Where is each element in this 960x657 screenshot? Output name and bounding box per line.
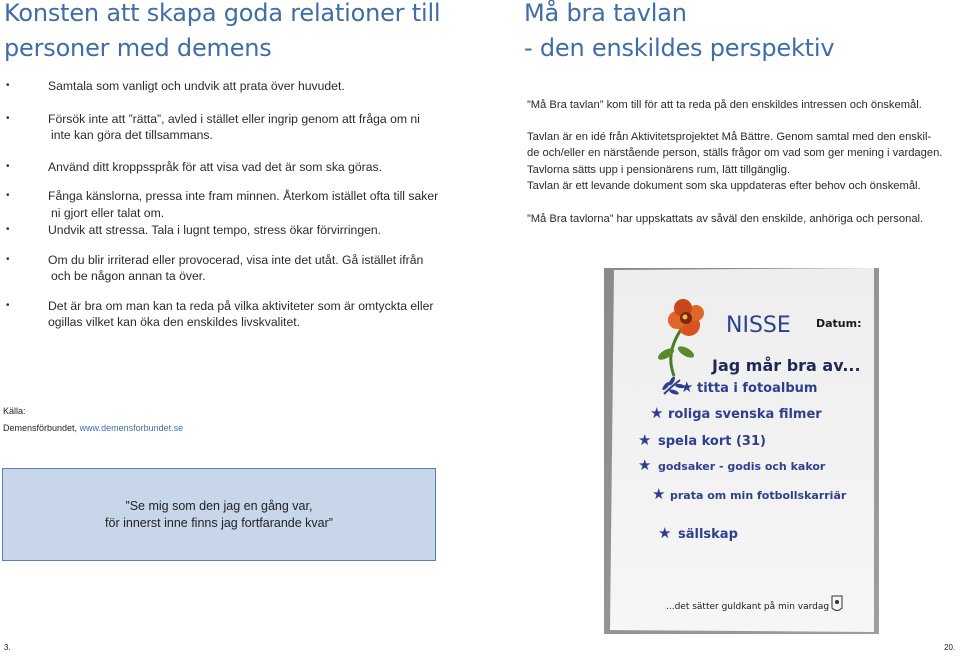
left-page-title — [4, 0, 440, 66]
star-icon: ★ — [638, 456, 652, 474]
star-icon: ★ — [658, 524, 672, 542]
star-icon: ★ — [652, 485, 666, 503]
appreciation-paragraph: ”Må Bra tavlorna” har uppskattats av såväl den enskilde, anhöriga och personal. — [527, 213, 924, 225]
board-footer: ...det sätter guldkant på min vardag — [666, 602, 830, 612]
star-icon: ★ — [650, 404, 664, 422]
board-date-label: Datum: — [816, 317, 862, 330]
right-page-title — [524, 0, 834, 66]
star-icon: ★ — [638, 431, 652, 449]
board-item: tittа i fotoalbum — [697, 381, 818, 396]
left-title-line-1: Konsten att skapa goda relationer till — [4, 0, 441, 27]
right-title-line-1: Må bra tavlan — [524, 0, 687, 27]
advice-item: • Det är bra om man kan ta reda på vilka aktiviteter som är omtyckta eller ogillas vilket kan öka den enskildes livskvalitet. — [6, 298, 446, 331]
quote-line-1: ”Se mig som den jag en gång var, — [125, 499, 313, 513]
advice-item: • Om du blir irriterad eller provocerad, visa inte det utåt. Gå istället ifrån och be någon annan ta över. — [6, 252, 446, 285]
board-illustration — [604, 268, 879, 634]
board-item: sällskap — [678, 527, 738, 542]
source-link[interactable]: www.demensforbundet.se — [79, 423, 184, 433]
left-title-line-2: personer med demens — [4, 34, 272, 62]
board-photo — [604, 268, 879, 634]
advice-item: • Undvik att stressa. Tala i lugnt tempo, stress ökar förvirringen. — [6, 222, 446, 239]
page-number-left: 3. — [4, 643, 11, 652]
source-label: Källa: — [3, 406, 26, 416]
source-line — [3, 423, 183, 433]
advice-list — [6, 78, 446, 329]
board-item: roliga svenska filmer — [668, 407, 822, 422]
board-name: NISSE — [726, 313, 791, 338]
advice-item: • Samtala som vanligt och undvik att prata över huvudet. — [6, 78, 446, 95]
right-title-line-2: - den enskildes perspektiv — [524, 34, 835, 62]
board-heading: Jag mår bra av... — [712, 356, 861, 375]
quote-line-2: för innerst inne finns jag fortfarande kvar” — [105, 515, 333, 530]
page-number-right: 20. — [944, 643, 956, 652]
star-icon: ★ — [680, 378, 694, 396]
advice-item: • Försök inte att ”rätta”, avled i stället eller ingrip genom att fråga om ni inte kan göra det tillsammans. — [6, 111, 446, 144]
board-item: godsaker - godis och kakor — [658, 460, 826, 473]
advice-item: • Fånga känslorna, pressa inte fram minnen. Återkom istället ofta till saker ni gjort eller talat om. — [6, 188, 446, 221]
source-org: Demensförbundet, — [3, 423, 78, 433]
description-paragraph: Tavlan är en idé från Aktivitetsprojektet Må Bättre. Genom samtal med den enskil- de och/eller en närstående person, ställs frågor om vad som ger mening i vardagen. Tavlorna sätts upp i pensionärens rum, lätt tillgänglig. Tavlan är ett levande dokument som ska uppdateras efter behov och önskemål. — [527, 131, 943, 192]
board-item: prata om min fotbollskarriär — [670, 489, 847, 502]
quote-box — [2, 468, 436, 561]
advice-item: • Använd ditt kroppsspråk för att visa vad det är som ska göras. — [6, 159, 446, 176]
intro-paragraph: ”Må Bra tavlan” kom till för att ta reda på den enskildes intressen och önskemål. — [527, 99, 922, 111]
board-item: spela kort (31) — [658, 434, 766, 449]
